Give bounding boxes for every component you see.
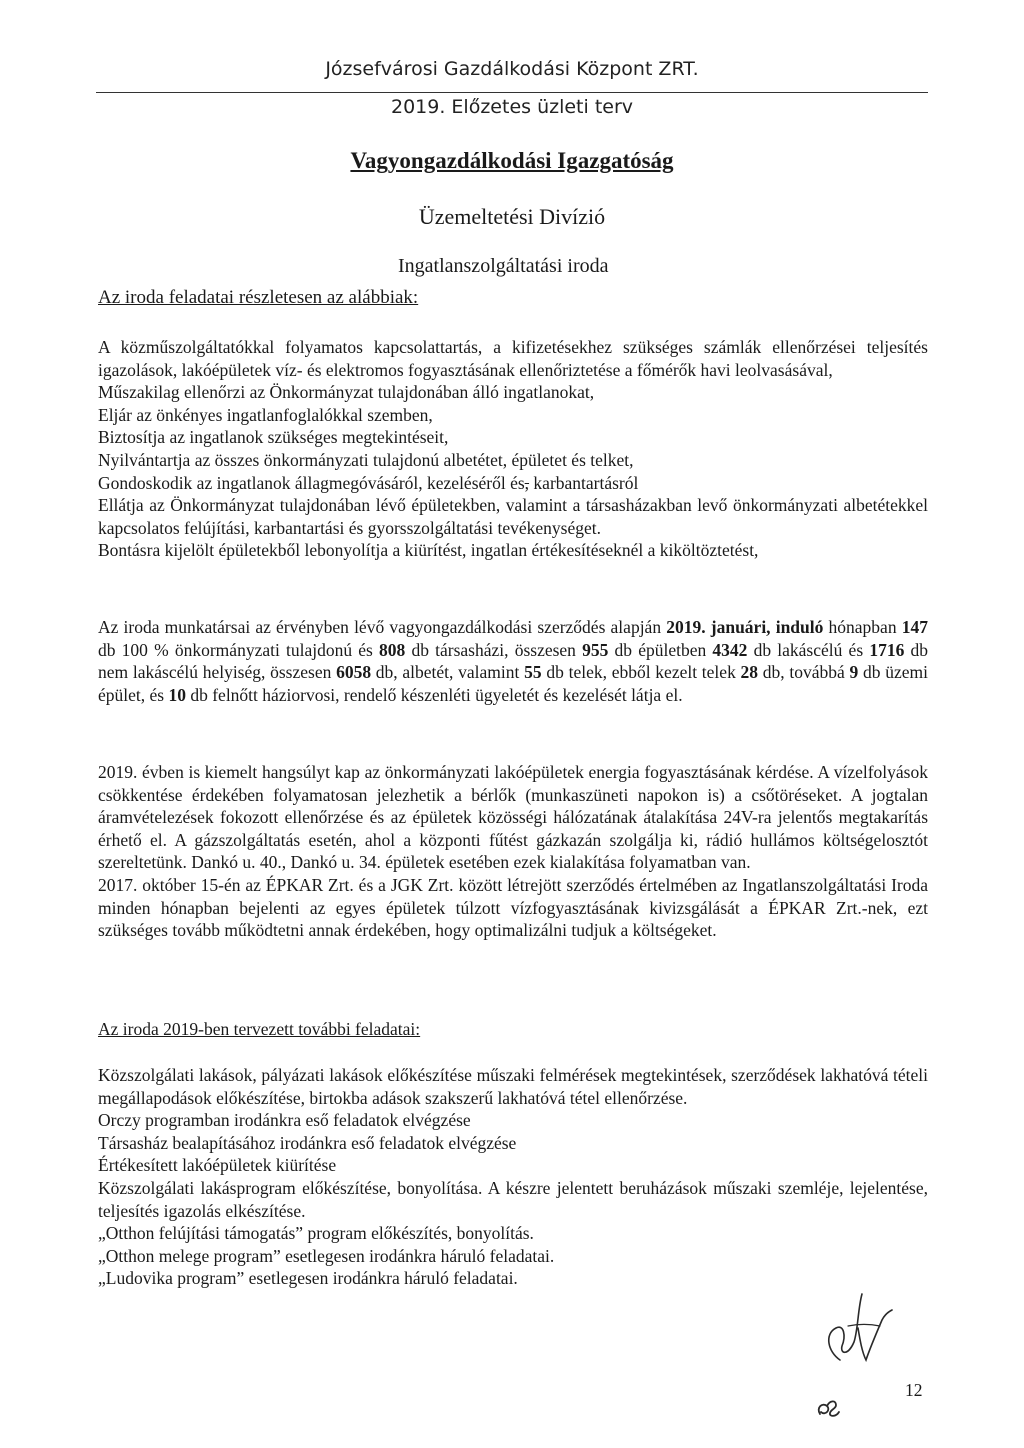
text-run: Az iroda munkatársai az érvényben lévő vagyongazdálkodási szerződés alapján (98, 617, 667, 637)
bold-run: 9 (849, 662, 859, 683)
planned-task-item: „Otthon melege program” esetlegesen irodánkra háruló feladatai. (98, 1245, 555, 1266)
bold-run: 808 (379, 639, 406, 660)
text-run: db lakáscélú és (747, 639, 870, 660)
planned-tasks-list (98, 1064, 928, 1290)
planned-task-item: Társasház bealapításához irodánkra eső feladatok elvégzése (98, 1132, 517, 1153)
text-run: hónapban (823, 617, 902, 637)
division-title: Üzemeltetési Divízió (418, 204, 606, 229)
office-title: Ingatlanszolgáltatási iroda (398, 255, 609, 277)
planned-task-item: Közszolgálati lakásprogram előkészítése, bonyolítása. A készre jelentett beruházások műszaki szemléje, lejelentése, teljesítés igazolás elkészítése. (98, 1177, 928, 1221)
energy-paragraph: 2019. évben is kiemelt hangsúlyt kap az önkormányzati lakóépületek energia fogyasztásának kérdése. A vízelfolyások csökkentése érdekében folyamatosan jelezhetik a bérlők (munkaszüneti napokon is) a csőtöréseket. A jogtalan áramvételezések fokozott ellenőrzése és az épületek közösségi hálózatának átalakítása 24V-ra jelentős megtakarítás érhető el. A gázszolgáltatás esetén, ahol a központi fűtést gázkazán szolgálja ki, rádió hullámos költségelosztót szereltetünk. Dankó u. 40., Dankó u. 34. épületek esetében ezek kialakítása folyamatban van. (98, 762, 928, 873)
planned-task-item: Közszolgálati lakások, pályázati lakások előkészítése műszaki felmérések megtekintések, szerződések lakhatóvá tételi megállapodások előkészítése, birtokba adások szakszerű lakhatóvá tétel ellenőrzése. (98, 1065, 928, 1108)
bold-run: 6058 (336, 662, 372, 683)
initials-mark (814, 1396, 844, 1418)
bold-run: 1716 (869, 639, 905, 660)
energy-section (98, 761, 928, 942)
text-run: db, albetét, valamint (371, 662, 525, 683)
bold-run: 2019. januári, induló (666, 617, 824, 637)
task-text: karbantartásról (529, 472, 639, 493)
planned-tasks-heading: Az iroda 2019-ben tervezett további feladatai: (98, 1019, 421, 1039)
task-item: Eljár az önkényes ingatlanfoglalókkal szemben, (98, 404, 433, 425)
tasks-list (98, 336, 928, 562)
inventory-paragraph (98, 616, 928, 706)
bold-run: 4342 (712, 639, 748, 660)
bold-run: 28 (740, 662, 759, 683)
bold-run: 955 (582, 639, 609, 660)
planned-task-item: „Ludovika program” esetlegesen irodánkra háruló feladatai. (98, 1268, 518, 1289)
text-run: db társasházi, összesen (405, 639, 583, 660)
header-rule (96, 92, 928, 93)
task-item (98, 472, 928, 495)
text-run: db telek, ebből kezelt telek (541, 662, 741, 683)
task-item: Ellátja az Önkormányzat tulajdonában lévő épületekben, valamint a társasházakban levő önkormányzati albetétekkel kapcsolatos felújítási, karbantartási és gyorsszolgáltatási tevékenységet. (98, 495, 928, 538)
planned-task-item: „Otthon felújítási támogatás” program előkészítés, bonyolítás. (98, 1223, 534, 1244)
text-run: db nem lakáscélú helyiség, összesen (98, 639, 928, 683)
task-item: Bontásra kijelölt épületekből lebonyolítja a kiürítést, ingatlan értékesítéseknél a kiköltöztetést, (98, 540, 759, 561)
handwritten-signature (818, 1290, 908, 1362)
page-number: 12 (905, 1380, 923, 1400)
header-plan-title: 2019. Előzetes üzleti terv (390, 96, 634, 118)
epkar-paragraph: 2017. október 15-én az ÉPKAR Zrt. és a JGK Zrt. között létrejött szerződés értelmében az Ingatlanszolgáltatási Iroda minden hónapban bejelenti az egyes épületek túlzott vízfogyasztásának kivizsgálását a ÉPKAR Zrt.-nek, ezt szükséges tovább működtetni annak érdekében, hogy optimalizálni tudjuk a költségeket. (98, 874, 928, 941)
struck-comma: , (524, 472, 530, 493)
task-item: Nyilvántartja az összes önkormányzati tulajdonú albetétet, épületet és telket, (98, 449, 634, 470)
text-run: db épületben (608, 639, 713, 660)
header-company: Józsefvárosi Gazdálkodási Központ ZRT. (325, 58, 699, 80)
bold-run: 147 (901, 617, 928, 637)
bold-run: 10 (168, 684, 186, 705)
text-run: db üzemi épület, és (98, 662, 928, 705)
planned-task-item: Orczy programban irodánkra eső feladatok elvégzése (98, 1110, 471, 1131)
planned-task-item: Értékesített lakóépületek kiürítése (98, 1155, 337, 1176)
text-run: db, továbbá (758, 662, 850, 683)
tasks-heading: Az iroda feladatai részletesen az alábbiak: (98, 287, 419, 308)
task-item: Biztosítja az ingatlanok szükséges megtekintéseit, (98, 427, 449, 448)
bold-run: 55 (524, 662, 542, 683)
inventory-text (98, 616, 928, 706)
text-run: db 100 % önkormányzati tulajdonú és (98, 639, 380, 660)
text-run: db felnőtt háziorvosi, rendelő készenléti ügyeletét és kezelését látja el. (185, 684, 683, 705)
task-text: Gondoskodik az ingatlanok állagmegóvásáról, kezeléséről és (98, 472, 525, 493)
task-item: A közműszolgáltatókkal folyamatos kapcsolattartás, a kifizetésekhez szükséges számlák ellenőrzései teljesítés igazolások, lakóépületek víz- és elektromos fogyasztásának ellenőriztetése a főmérők havi leolvasásával, (98, 337, 928, 380)
task-item: Műszakilag ellenőrzi az Önkormányzat tulajdonában álló ingatlanokat, (98, 382, 595, 403)
directorate-title: Vagyongazdálkodási Igazgatóság (350, 148, 674, 173)
